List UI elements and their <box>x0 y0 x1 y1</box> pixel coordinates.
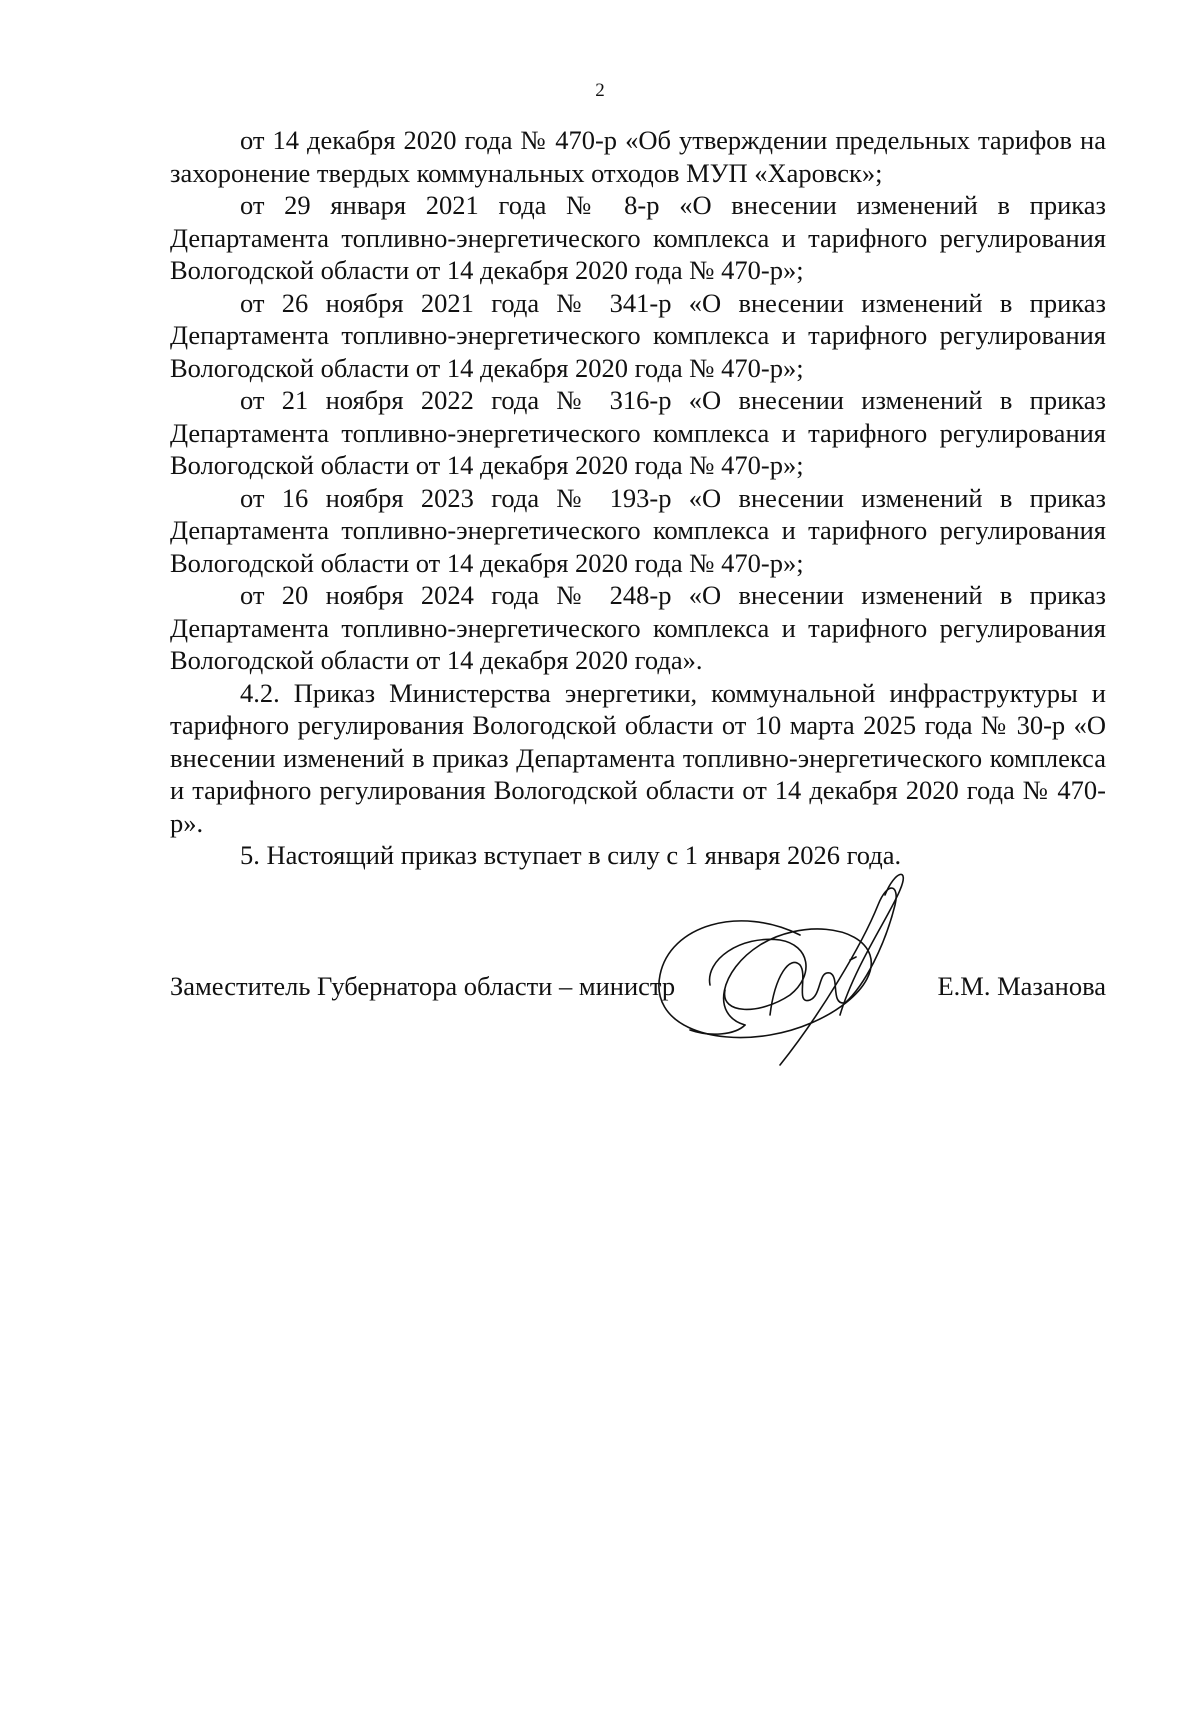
paragraph-item-4-2: 4.2. Приказ Министерства энергетики, коммунальной инфраструктуры и тарифного регулирования Вологодской области от 10 марта 2025 года № 30-р «О внесении изменений в приказ Департамента топливно-энергетического комплекса и тарифного регулирования Вологодской области от 14 декабря 2020 года № 470-р». <box>170 677 1106 838</box>
signatory-name: Е.М. Мазанова <box>937 971 1106 1001</box>
paragraph-item-5: 5. Настоящий приказ вступает в силу с 1 января 2026 года. <box>240 840 902 870</box>
document-body <box>170 124 1106 872</box>
paragraph-order-248: от 20 ноября 2024 года № 248-р «О внесении изменений в приказ Департамента топливно-энергетического комплекса и тарифного регулирования Вологодской области от 14 декабря 2020 года». <box>170 580 1106 675</box>
paragraph-order-341: от 26 ноября 2021 года № 341-р «О внесении изменений в приказ Департамента топливно-энергетического комплекса и тарифного регулирования Вологодской области от 14 декабря 2020 года № 470-р»; <box>170 287 1106 383</box>
paragraph-order-470: от 14 декабря 2020 года № 470-р «Об утверждении предельных тарифов на захоронение твердых коммунальных отходов МУП «Харовск»; <box>170 125 1106 188</box>
paragraph-order-316: от 21 ноября 2022 года № 316-р «О внесении изменений в приказ Департамента топливно-энергетического комплекса и тарифного регулирования Вологодской области от 14 декабря 2020 года № 470-р»; <box>170 385 1106 480</box>
signatory-position: Заместитель Губернатора области – министр <box>170 971 676 1001</box>
handwritten-signature-icon <box>650 865 990 1085</box>
paragraph-order-193: от 16 ноября 2023 года № 193-р «О внесении изменений в приказ Департамента топливно-энергетического комплекса и тарифного регулирования Вологодской области от 14 декабря 2020 года № 470-р»; <box>170 482 1106 578</box>
paragraph-order-8: от 29 января 2021 года № 8-р «О внесении изменений в приказ Департамента топливно-энергетического комплекса и тарифного регулирования Вологодской области от 14 декабря 2020 года № 470-р»; <box>170 190 1106 285</box>
page-number: 2 <box>595 80 605 101</box>
